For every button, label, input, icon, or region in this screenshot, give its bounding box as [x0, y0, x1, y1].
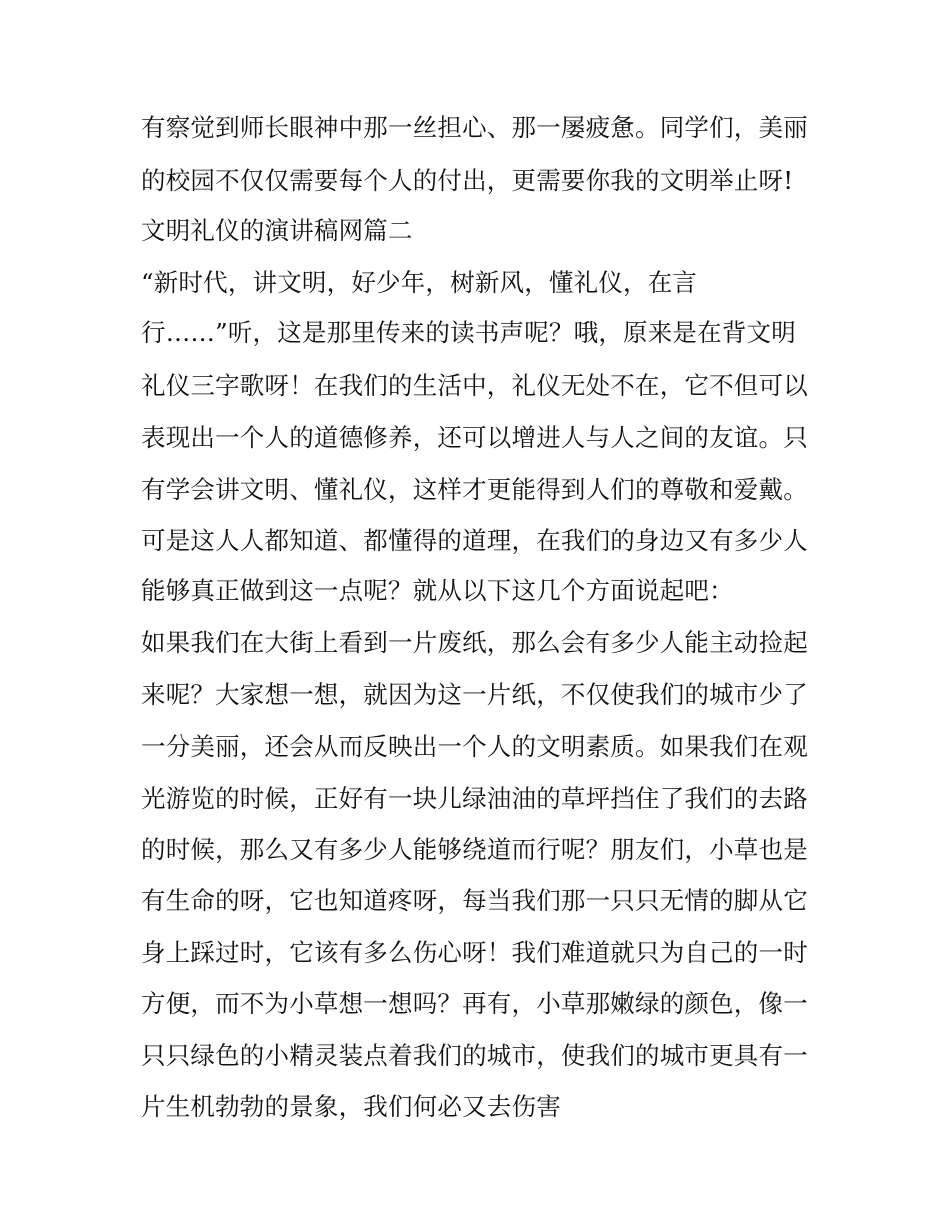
text-line: 方便，而不为小草想一想吗？再有，小草那嫩绿的颜色，像一 [141, 989, 808, 1018]
text-line: 礼仪三字歌呀！在我们的生活中，礼仪无处不在，它不但可以 [141, 371, 808, 400]
text-line: 可是这人人都知道、都懂得的道理，在我们的身边又有多少人 [141, 526, 808, 555]
text-line: 身上踩过时，它该有多么伤心呀！我们难道就只为自己的一时 [141, 938, 808, 967]
text-line: 的校园不仅仅需要每个人的付出，更需要你我的文明举止呀! [141, 166, 794, 195]
text-line: “新时代，讲文明，好少年，树新风，懂礼仪，在言 [141, 268, 698, 297]
text-line: 一分美丽，还会从而反映出一个人的文明素质。如果我们在观 [141, 732, 808, 761]
text-line: 片生机勃勃的景象，我们何必又去伤害 [141, 1092, 561, 1121]
text-line: 的时候，那么又有多少人能够绕道而行呢？朋友们，小草也是 [141, 835, 808, 864]
text-line: 如果我们在大街上看到一片废纸，那么会有多少人能主动捡起 [141, 628, 808, 657]
text-line: 有生命的呀，它也知道疼呀，每当我们那一只只无情的脚从它 [141, 886, 808, 915]
text-line: 表现出一个人的道德修养，还可以增进人与人之间的友谊。只 [141, 423, 808, 452]
text-line: 光游览的时候，正好有一块儿绿油油的草坪挡住了我们的去路 [141, 784, 808, 813]
text-line: 有察觉到师长眼神中那一丝担心、那一屡疲惫。同学们，美丽 [141, 113, 808, 142]
text-line: 有学会讲文明、懂礼仪，这样才更能得到人们的尊敬和爱戴。 [141, 475, 808, 504]
text-line: 行……”听，这是那里传来的读书声呢？哦，原来是在背文明 [141, 318, 796, 347]
text-line: 来呢？大家想一想，就因为这一片纸，不仅使我们的城市少了 [141, 680, 808, 709]
text-line: 能够真正做到这一点呢？就从以下这几个方面说起吧： [141, 576, 734, 605]
section-heading: 文明礼仪的演讲稿网篇二 [141, 216, 413, 245]
text-line: 只只绿色的小精灵装点着我们的城市，使我们的城市更具有一 [141, 1041, 808, 1070]
